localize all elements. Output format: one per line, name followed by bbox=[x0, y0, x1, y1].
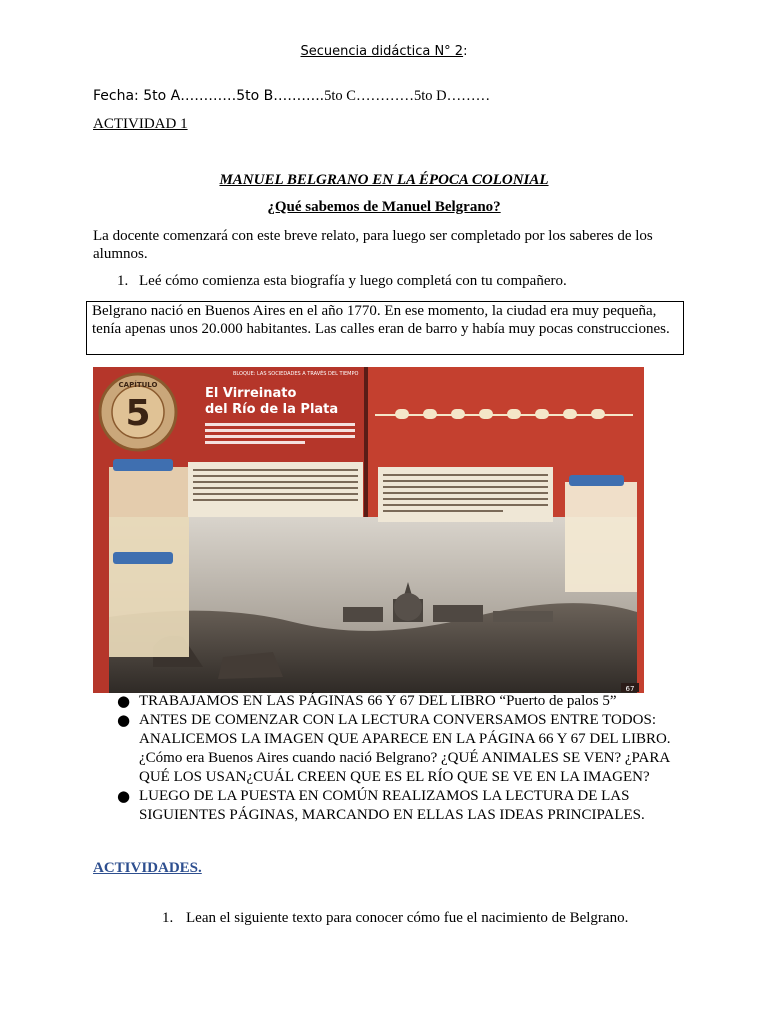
bullet-icon: ● bbox=[117, 711, 131, 729]
document-header bbox=[0, 44, 768, 59]
bullet-list bbox=[117, 692, 677, 825]
chapter-title-line2: del Río de la Plata bbox=[205, 402, 339, 417]
bullet-icon: ● bbox=[117, 787, 131, 805]
block-label: BLOQUE: LAS SOCIEDADES A TRAVÉS DEL TIEMPO bbox=[233, 371, 359, 377]
bullet-text: ANTES DE COMENZAR CON LA LECTURA CONVERSAMOS ENTRE TODOS: ANALICEMOS LA IMAGEN QUE APARECE EN LA PÁGINA 66 Y 67 DEL LIBRO.¿Cómo era Buenos Aires cuando nació Belgrano? ¿QUÉ ANIMALES SE VEN? ¿PARA QUÉ LOS USAN¿CUÁL CREEN QUE ES EL RÍO QUE SE VE EN LA IMAGEN? bbox=[139, 712, 671, 785]
list-item bbox=[117, 787, 677, 825]
numbered-item-2 bbox=[162, 910, 628, 927]
list-text: Leé cómo comienza esta biografía y luego completá con tu compañero. bbox=[139, 273, 567, 289]
textbook-photo bbox=[93, 367, 644, 693]
activities-heading: ACTIVIDADES. bbox=[93, 860, 202, 876]
list-number: 1. bbox=[117, 273, 129, 289]
date-line-part1: Fecha: 5to A…………5to B……….. bbox=[93, 88, 325, 104]
section-title: MANUEL BELGRANO EN LA ÉPOCA COLONIAL bbox=[219, 172, 549, 188]
reading-box: Belgrano nació en Buenos Aires en el año 1770. En ese momento, la ciudad era muy pequeña, tenía apenas unos 20.000 habitantes. Las calles eran de barro y había muy pocas construcciones. bbox=[86, 301, 684, 355]
list-text: Lean el siguiente texto para conocer cómo fue el nacimiento de Belgrano. bbox=[186, 910, 629, 926]
page-number: 67 bbox=[625, 685, 635, 693]
chapter-label: CAPÍTULO bbox=[118, 381, 158, 389]
section-subtitle: ¿Qué sabemos de Manuel Belgrano? bbox=[267, 199, 501, 215]
document-title-suffix: : bbox=[463, 44, 468, 59]
textbook-illustration bbox=[93, 367, 644, 693]
date-line bbox=[93, 88, 490, 105]
bullet-icon: ● bbox=[117, 692, 131, 710]
activity-heading: ACTIVIDAD 1 bbox=[93, 116, 188, 132]
intro-paragraph: La docente comenzará con este breve relato, para luego ser completado por los saberes de los alumnos. bbox=[93, 228, 653, 262]
bullet-text: LUEGO DE LA PUESTA EN COMÚN REALIZAMOS LA LECTURA DE LAS SIGUIENTES PÁGINAS, MARCANDO EN ELLAS LAS IDEAS PRINCIPALES. bbox=[139, 788, 645, 823]
chapter-number: 5 bbox=[125, 393, 151, 434]
document-title: Secuencia didáctica N° 2 bbox=[300, 44, 464, 59]
bullet-text: TRABAJAMOS EN LAS PÁGINAS 66 Y 67 DEL LIBRO “Puerto de palos 5” bbox=[139, 693, 617, 709]
date-line-part2: 5to C…………5to D……… bbox=[324, 88, 491, 104]
list-number: 1. bbox=[162, 910, 174, 926]
list-item bbox=[117, 692, 677, 711]
list-item bbox=[117, 711, 677, 787]
numbered-item-1 bbox=[117, 273, 567, 290]
chapter-title-line1: El Virreinato bbox=[205, 386, 297, 401]
